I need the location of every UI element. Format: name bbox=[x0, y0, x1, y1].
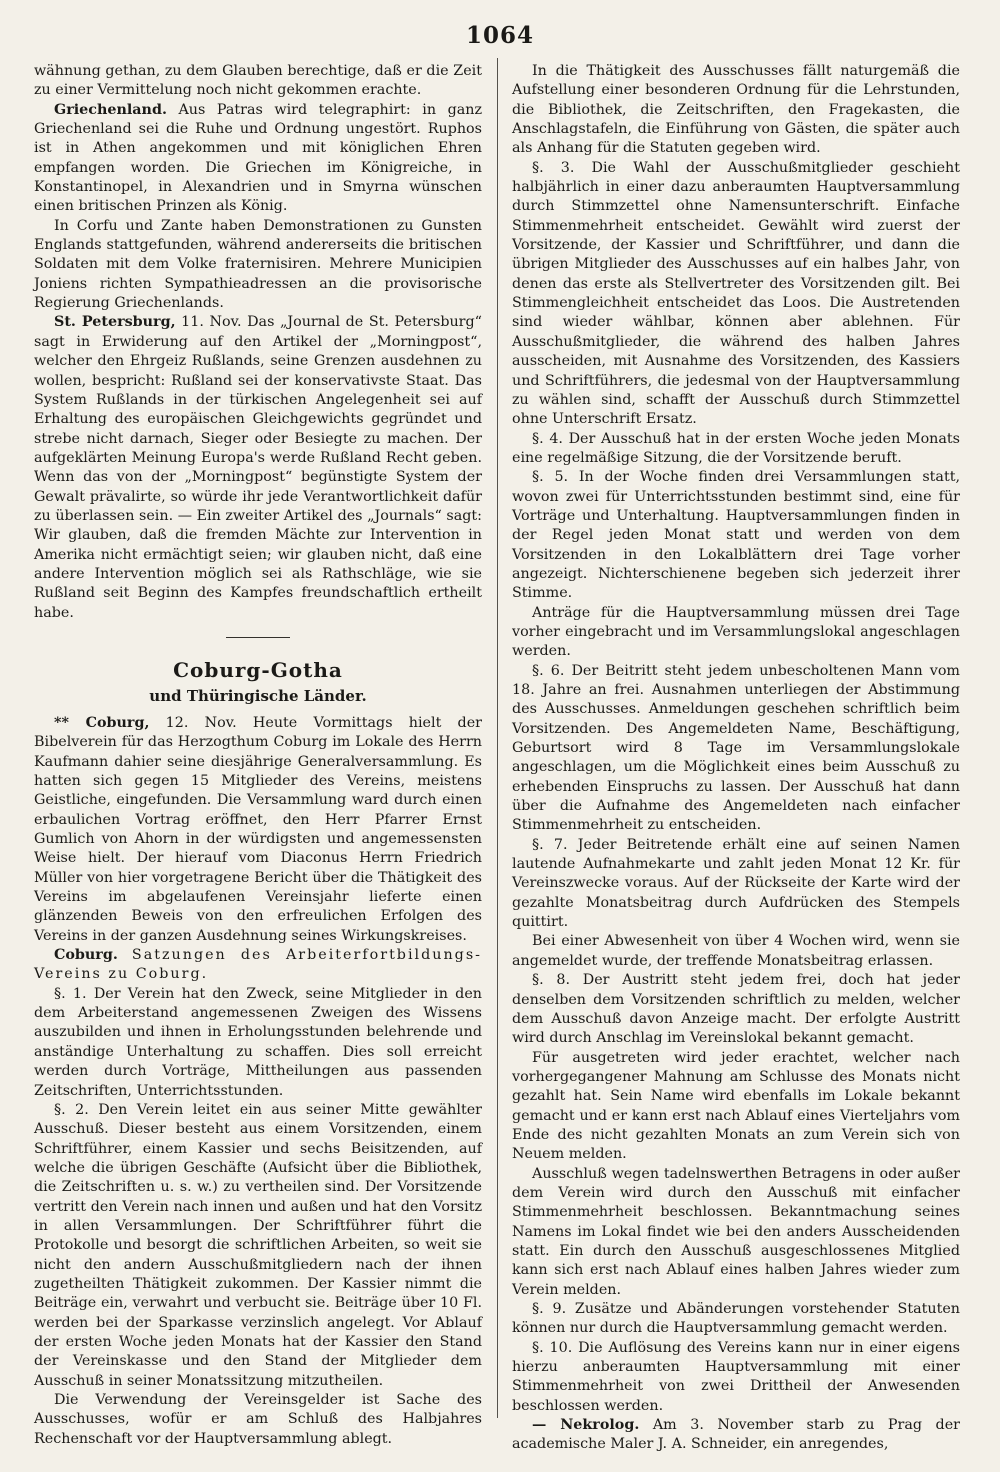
paragraph: wähnung gethan, zu dem Glauben berechtige, daß er die Zeit zu einer Vermittelung noch nicht gekommen erachte. bbox=[34, 63, 482, 99]
section-subtitle: und Thüringische Länder. bbox=[149, 686, 367, 705]
section-divider bbox=[226, 637, 290, 638]
dateline: Griechenland. bbox=[54, 101, 167, 118]
dateline: ** Coburg, bbox=[54, 714, 150, 731]
dateline: St. Petersburg, bbox=[54, 314, 176, 331]
paragraph: §. 7. Jeder Beitretende erhält eine auf seinen Namen lautende Aufnahmekarte und zahlt jeden Monat 12 Kr. für Vereinszwecke voraus. Auf der Rückseite der Karte wird der gezahlte Monatsbeitrag durch Aufdrücken des Stempels quittirt. bbox=[512, 836, 960, 931]
paragraph: Für ausgetreten wird jeder erachtet, welcher nach vorhergegangener Mahnung am Schlusse des Monats nicht gezahlt hat. Sein Name wird ebenfalls im Lokale bekannt gemacht und er kann erst nach Ablauf eines Vierteljahrs vom Ende des nicht gezahlten Monats an zum Verein sich von Neuem melden. bbox=[512, 1049, 960, 1163]
paragraph: §. 5. In der Woche finden drei Versammlungen statt, wovon zwei für Unterrichtsstunden bestimmt sind, eine für Vorträge und Unterhaltung. Hauptversammlungen finden in der Regel jeden Monat statt und werden von dem Vorsitzenden in den Lokalblättern drei Tage vorher angezeigt. Nichterschienene begeben sich jederzeit ihrer Stimme. bbox=[512, 469, 960, 602]
dateline: — Nekrolog. bbox=[532, 1417, 640, 1434]
paragraph: §. 3. Die Wahl der Ausschußmitglieder geschieht halbjährlich in einer dazu anberaumten Hauptversammlung durch Stimmzettel ohne Namensunterschrift. Einfache Stimmenmehrheit entscheidet. Gewählt wird zuerst der Vorsitzende, der Kassier und Schriftführer, und dann die übrigen Mitglieder des Ausschusses auf ein halbes Jahr, von denen das erste als Stellvertreter des Vorsitzenden gilt. Bei Stimmengleichheit entscheidet das Loos. Die Austretenden sind wieder wählbar, können aber ablehnen. Für Ausschußmitglieder, die während des halben Jahres ausscheiden, mit Ausnahme des Vorsitzenden, des Kassiers und Schriftführers, die jedesmal von der Hauptversammlung zu wählen sind, schafft der Ausschuß durch Stimmzettel ohne Unterschrift Ersatz. bbox=[512, 159, 960, 428]
paragraph-text: Am 3. November starb zu Prag der academische Maler J. A. Schneider, ein anregendes, bbox=[512, 1417, 960, 1453]
paragraph: §. 9. Zusätze und Abänderungen vorstehender Statuten können nur durch die Hauptversammlung gemacht werden. bbox=[512, 1301, 960, 1337]
paragraph-text: Satzungen des Arbeiterfortbildungs-Vereins zu Coburg. bbox=[34, 947, 482, 983]
page-number: 1064 bbox=[465, 22, 534, 49]
paragraph: Ausschluß wegen tadelnswerthen Betragens in oder außer dem Verein wird durch den Ausschuß mit einfacher Stimmenmehrheit beschlossen. Bekanntmachung seines Namens im Lokal findet wie bei den anders Ausscheidenden statt. Ein durch den Ausschuß ausgeschlossenes Mitglied kann sich erst nach Ablauf eines halben Jahres wieder zum Verein melden. bbox=[512, 1165, 960, 1298]
right-column bbox=[512, 62, 960, 1455]
paragraph: §. 8. Der Austritt steht jedem frei, doch hat jeder denselben dem Vorsitzenden schriftlich zu melden, welcher dem Ausschuß davon Anzeige macht. Der erfolgte Austritt wird durch Anschlag im Vereinslokal bekannt gemacht. bbox=[512, 972, 960, 1047]
paragraph: §. 2. Den Verein leitet ein aus seiner Mitte gewählter Ausschuß. Dieser besteht aus einem Vorsitzenden, einem Schriftführer, einem Kassier und sechs Beisitzenden, auf welche die übrigen Geschäfte (Aufsicht über die Bibliothek, die Zeitschriften u. s. w.) zu vertheilen sind. Der Vorsitzende vertritt den Verein nach innen und außen und hat den Vorsitz in allen Versammlungen. Der Schriftführer führt die Protokolle und besorgt die schriftlichen Arbeiten, so weit sie nicht den andern Ausschußmitgliedern nach der ihnen zugetheilten Thätigkeit zukommen. Der Kassier nimmt die Beiträge ein, verwahrt und verbucht sie. Beiträge über 10 Fl. werden bei der Sparkasse verzinslich angelegt. Vor Ablauf der ersten Woche jeden Monats hat der Kassier den Stand der Vereinskasse und den Stand der Mitglieder dem Ausschuß in seiner Monatssitzung mitzutheilen. bbox=[34, 1101, 482, 1389]
paragraph: Die Verwendung der Vereinsgelder ist Sache des Ausschusses, wofür er am Schluß des Halbjahres Rechenschaft vor der Hauptversammlung ablegt. bbox=[34, 1392, 482, 1447]
paragraph: §. 10. Die Auflösung des Vereins kann nur in einer eigens hierzu anberaumten Hauptversammlung mit einer Stimmenmehrheit von zwei Drittheil der Anwesenden beschlossen werden. bbox=[512, 1339, 960, 1414]
paragraph-nekrolog bbox=[512, 1416, 960, 1455]
running-head bbox=[30, 22, 970, 52]
column-rule bbox=[497, 58, 498, 1418]
paragraph: Anträge für die Hauptversammlung müssen drei Tage vorher eingebracht und im Versammlungslokal angeschlagen werden. bbox=[512, 604, 960, 660]
paragraph-petersburg bbox=[34, 313, 482, 623]
paragraph: In Corfu und Zante haben Demonstrationen zu Gunsten Englands stattgefunden, während andererseits die britischen Soldaten mit dem Volke fraternisiren. Mehrere Municipien Joniens richten Sympathieadressen an die provisorische Regierung Griechenlands. bbox=[34, 217, 482, 312]
paragraph-griechenland bbox=[34, 101, 482, 217]
paragraph: §. 4. Der Ausschuß hat in der ersten Woche jeden Monats eine regelmäßige Sitzung, die der Vorsitzende beruft. bbox=[512, 430, 960, 466]
paragraph-text: 11. Nov. Das „Journal de St. Petersburg“ sagt in Erwiderung auf den Artikel der „Morningpost“, welcher den Ehrgeiz Rußlands, seine Grenzen ausdehnen zu wollen, bespricht: Rußland sei der konservativste Staat. Das System Rußlands in der türkischen Angelegenheit sei auf Erhaltung des europäischen Gleichgewichts gegründet und strebe nicht darnach, Sieger oder Besiegte zu machen. Der aufgeklärten Meinung Europa's werde Rußland Recht geben. Wenn das von der „Morningpost“ begünstigte System der Gewalt prävalirte, so würde ihr jede Verantwortlichkeit dafür zu überlassen sein. — Ein zweiter Artikel des „Journals“ sagt: Wir glauben, daß die fremden Mächte zur Intervention in Amerika nicht ermächtigt seien; wir glauben nicht, daß eine andere Intervention möglich sei als Rathschläge, wie sie Rußland seit Beginn des Kampfes freundschaftlich ertheilt habe. bbox=[34, 314, 482, 621]
paragraph-coburg-report bbox=[34, 714, 482, 946]
paragraph-text: 12. Nov. Heute Vormittags hielt der Bibelverein für das Herzogthum Coburg im Lokale des Herrn Kaufmann dahier seine diesjährige Generalversammlung. Es hatten sich gegen 15 Mitglieder des Vereins, meistens Geistliche, eingefunden. Die Versammlung ward durch einen erbaulichen Vortrag eröffnet, den Herr Pfarrer Ernst Gumlich von Ahorn in der würdigsten und angemessensten Weise hielt. Der hierauf vom Diaconus Herrn Friedrich Müller von hier vorgetragene Bericht über die Thätigkeit des Vereins im abgelaufenen Vereinsjahr lieferte einen glänzenden Beweis von den erfreulichen Erfolgen des Vereins in der ganzen Ausdehnung seines Wirkungskreises. bbox=[34, 714, 483, 944]
paragraph: In die Thätigkeit des Ausschusses fällt naturgemäß die Aufstellung einer besonderen Ordnung für die Lehrstunden, die Bibliothek, die Zeitschriften, den Fragekasten, die Anschlagstafeln, die Einführung von Gästen, die später auch als Anhang für die Statuten gegeben wird. bbox=[512, 63, 960, 157]
paragraph-coburg-statutes bbox=[34, 946, 482, 985]
dateline: Coburg. bbox=[54, 947, 118, 964]
paragraph: Bei einer Abwesenheit von über 4 Wochen wird, wenn sie angemeldet wurde, der treffende Monatsbeitrag erlassen. bbox=[512, 933, 960, 969]
paragraph: §. 1. Der Verein hat den Zweck, seine Mitglieder in den dem Arbeiterstand angemessenen Zweigen des Wissens auszubilden und ihnen in Erholungsstunden belehrende und anständige Unterhaltung zu schaffen. Dies soll erreicht werden durch Vorträge, Mittheilungen aus passenden Zeitschriften, Unterrichtsstunden. bbox=[34, 985, 482, 1099]
paragraph: §. 6. Der Beitritt steht jedem unbescholtenen Mann vom 18. Jahre an frei. Ausnahmen unterliegen der Abstimmung des Ausschusses. Anmeldungen geschehen schriftlich beim Vorsitzenden. Des Angemeldeten Name, Beschäftigung, Geburtsort wird 8 Tage im Versammlungslokale angeschlagen, um die Möglichkeit eines beim Ausschuß zu erhebenden Einspruchs zu lassen. Der Ausschuß hat dann über die Aufnahme des Angemeldeten nach einfacher Stimmenmehrheit zu entscheiden. bbox=[512, 662, 960, 834]
section-title: Coburg-Gotha bbox=[173, 657, 343, 682]
paragraph-text: Aus Patras wird telegraphirt: in ganz Griechenland sei die Ruhe und Ordnung ungestört. Ruphos ist in Athen angekommen und mit königlichen Ehren empfangen worden. Die Griechen im Königreiche, in Konstantinopel, in Alexandrien und in Smyrna wünschen einen britischen Prinzen als König. bbox=[34, 101, 482, 215]
left-column bbox=[34, 62, 482, 1449]
